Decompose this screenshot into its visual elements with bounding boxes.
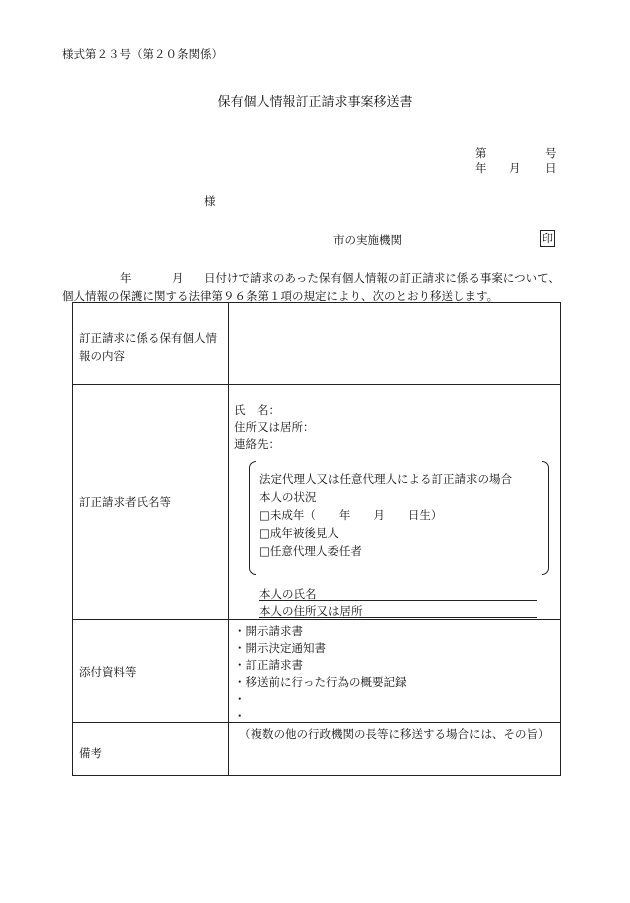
attachment-item: ・訂正請求書: [234, 658, 303, 672]
form-number: 様式第２３号（第２０条関係）: [62, 47, 223, 61]
remarks-note: （複数の他の行政機関の長等に移送する場合には、その旨）: [239, 727, 550, 741]
option-minor: □未成年（ 年 月 日生）: [259, 508, 443, 522]
principal-name-label: 本人の氏名: [259, 587, 317, 601]
row-label-requester: 訂正請求者氏名等: [79, 495, 171, 509]
date-month: 月: [509, 161, 521, 175]
principal-address-label: 本人の住所又は居所: [259, 604, 363, 618]
row-divider: [73, 722, 560, 723]
name-field-label: 氏 名：: [234, 403, 280, 417]
intro-month: 月: [172, 271, 184, 285]
reference-go: 号: [545, 146, 557, 160]
principal-address-underline: [259, 617, 537, 618]
row-label-attachments: 添付資料等: [79, 665, 137, 679]
intro-year: 年: [120, 271, 132, 285]
recipient-honorific: 様: [204, 194, 216, 208]
intro-line-2: 個人情報の保護に関する法律第９６条第１項の規定により、次のとおり移送します。: [62, 289, 499, 303]
bracket-right: [542, 461, 549, 575]
attachment-item: ・開示決定通知書: [234, 641, 326, 655]
document-title: 保有個人情報訂正請求事案移送書: [217, 95, 413, 110]
attachment-item: ・移送前に行った行為の概要記録: [234, 675, 407, 689]
label-line: 訂正請求に係る保有個人情: [79, 331, 217, 345]
option-delegator: □任意代理人委任者: [259, 544, 362, 558]
intro-text-1: 日付けで請求のあった保有個人情報の訂正請求に係る事案について、: [204, 271, 560, 285]
row-label-remarks: 備考: [79, 746, 102, 760]
option-guardian: □成年被後見人: [259, 526, 339, 540]
attachment-item: ・: [234, 709, 246, 723]
seal-stamp: 印: [542, 232, 553, 245]
label-line: 報の内容: [79, 349, 125, 363]
bracket-left: [249, 461, 256, 575]
row-divider: [73, 619, 560, 620]
date-day: 日: [545, 161, 557, 175]
column-divider: [228, 303, 229, 775]
sender-agency: 市の実施機関: [333, 233, 402, 247]
date-year: 年: [475, 161, 487, 175]
address-field-label: 住所又は居所：: [234, 420, 315, 434]
principal-name-underline: [259, 600, 537, 601]
contact-field-label: 連絡先：: [234, 437, 280, 451]
row-divider: [73, 384, 560, 385]
attachment-item: ・: [234, 692, 246, 706]
attachment-item: ・開示請求書: [234, 624, 303, 638]
transfer-form-table: [72, 302, 561, 776]
agent-heading: 法定代理人又は任意代理人による訂正請求の場合: [259, 472, 512, 486]
reference-dai: 第: [475, 146, 487, 160]
row-label-request-content: [79, 329, 217, 365]
principal-status-label: 本人の状況: [259, 490, 317, 504]
